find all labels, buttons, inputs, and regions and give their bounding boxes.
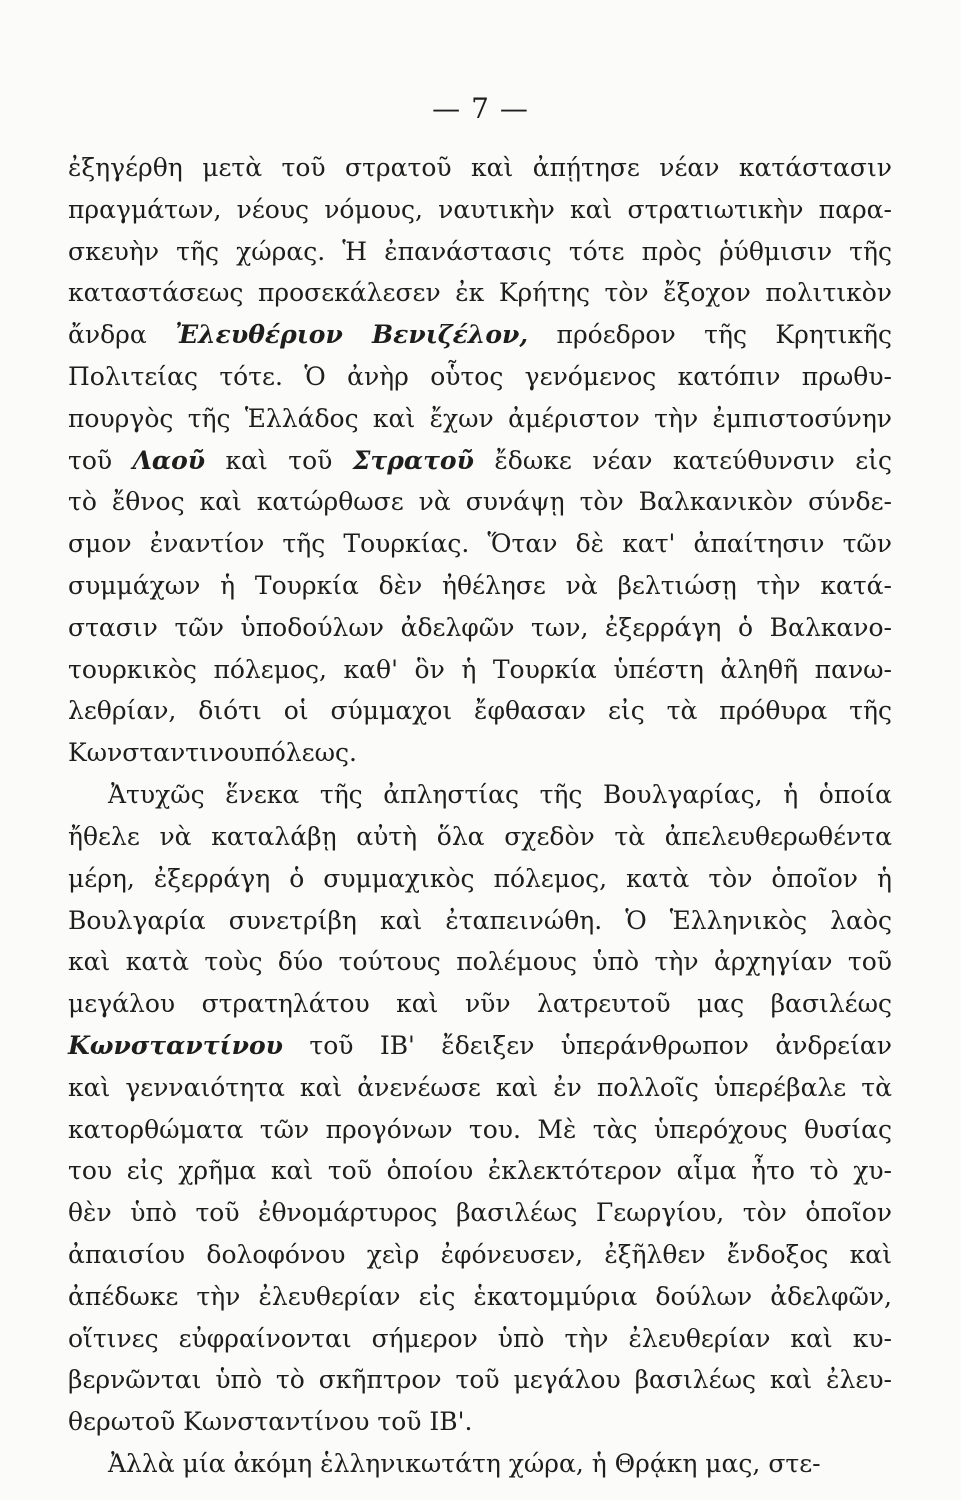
page-number	[0, 92, 961, 125]
text-line: Βουλγαρία συνετρίβη καὶ ἐταπεινώθη. Ὁ Ἑλληνικὸς λαὸς	[68, 906, 892, 935]
emphasis-laou: Λαοῦ	[132, 446, 206, 475]
text-line: βερνῶνται ὑπὸ τὸ σκῆπτρον τοῦ μεγάλου βασιλέως καὶ ἐλευ-	[68, 1365, 892, 1394]
text-line: ἐξηγέρθη μετὰ τοῦ στρατοῦ καὶ ἀπῄτησε νέαν κατάστασιν	[68, 153, 892, 182]
text-line: στασιν τῶν ὑποδούλων ἀδελφῶν των, ἐξερράγη ὁ Βαλκανο-	[68, 613, 892, 642]
text-line-suffix: πρόεδρον τῆς Κρητικῆς	[528, 320, 892, 349]
text-line: τοῦ Λαοῦ καὶ τοῦ Στρατοῦ ἔδωκε νέαν κατεύθυνσιν εἰς	[68, 446, 892, 475]
text-line: καταστάσεως προσεκάλεσεν ἐκ Κρήτης τὸν ἔξοχον πολιτικὸν	[68, 278, 892, 307]
text-line: τουρκικὸς πόλεμος, καθ' ὃν ἡ Τουρκία ὑπέστη ἀληθῆ πανω-	[68, 655, 892, 684]
text-line: συμμάχων ἡ Τουρκία δὲν ἠθέλησε νὰ βελτιώσῃ τὴν κατά-	[68, 571, 892, 600]
text-line: κατορθώματα τῶν προγόνων του. Μὲ τὰς ὑπερόχους θυσίας	[68, 1115, 892, 1144]
page-number-value: 7	[471, 92, 490, 125]
page-number-dash-left: —	[432, 92, 462, 125]
text-line: σμον ἐναντίον τῆς Τουρκίας. Ὅταν δὲ κατ' ἀπαίτησιν τῶν	[68, 529, 892, 558]
emphasis-venizelos: Ἐλευθέριον Βενιζέλον,	[175, 320, 529, 349]
text-line: ἀπέδωκε τὴν ἐλευθερίαν εἰς ἑκατομμύρια δούλων ἀδελφῶν,	[68, 1282, 892, 1311]
emphasis-konstantinou: Κωνσταντίνου	[68, 1031, 284, 1060]
text-line: μεγάλου στρατηλάτου καὶ νῦν λατρευτοῦ μας βασιλέως	[68, 989, 892, 1018]
text-line: Ἀλλὰ μία ἀκόμη ἑλληνικωτάτη χώρα, ἡ Θρᾴκη μας, στε-	[108, 1449, 821, 1478]
text-line: πραγμάτων, νέους νόμους, ναυτικὴν καὶ στρατιωτικὴν παρα-	[68, 195, 892, 224]
text-line: σκευὴν τῆς χώρας. Ἡ ἐπανάστασις τότε πρὸς ῥύθμισιν τῆς	[68, 237, 892, 266]
text-line: του εἰς χρῆμα καὶ τοῦ ὁποίου ἐκλεκτότερον αἷμα ἦτο τὸ χυ-	[68, 1156, 892, 1185]
text-line: λεθρίαν, διότι οἱ σύμμαχοι ἔφθασαν εἰς τὰ πρόθυρα τῆς	[68, 696, 892, 725]
text-line: θερωτοῦ Κωνσταντίνου τοῦ ΙΒ'.	[68, 1407, 473, 1436]
emphasis-stratou: Στρατοῦ	[352, 446, 474, 475]
text-line: καὶ κατὰ τοὺς δύο τούτους πολέμους ὑπὸ τὴν ἀρχηγίαν τοῦ	[68, 947, 892, 976]
page-number-dash-right: —	[499, 92, 529, 125]
text-line: τὸ ἔθνος καὶ κατώρθωσε νὰ συνάψῃ τὸν Βαλκανικὸν σύνδε-	[68, 487, 892, 516]
text-line: θὲν ὑπὸ τοῦ ἐθνομάρτυρος βασιλέως Γεωργίου, τὸν ὁποῖον	[68, 1198, 892, 1227]
text-line: ἤθελε νὰ καταλάβῃ αὐτὴ ὅλα σχεδὸν τὰ ἀπελευθερωθέντα	[68, 822, 892, 851]
text-line: Κωνσταντινουπόλεως.	[68, 738, 357, 767]
text-line: Πολιτείας τότε. Ὁ ἀνὴρ οὗτος γενόμενος κατόπιν πρωθυ-	[68, 362, 892, 391]
text-line-prefix: ἄνδρα	[68, 320, 176, 349]
text-line: Ἀτυχῶς ἕνεκα τῆς ἀπληστίας τῆς Βουλγαρίας, ἡ ὁποία	[108, 780, 892, 809]
text-line	[68, 319, 892, 351]
text-line: Κωνσταντίνου τοῦ ΙΒ' ἔδειξεν ὑπεράνθρωπον ἀνδρείαν	[68, 1031, 892, 1060]
text-line: πουργὸς τῆς Ἑλλάδος καὶ ἔχων ἀμέριστον τὴν ἐμπιστοσύνην	[68, 404, 892, 433]
text-line: οἵτινες εὐφραίνονται σήμερον ὑπὸ τὴν ἐλευθερίαν καὶ κυ-	[68, 1324, 892, 1353]
text-line: ἀπαισίου δολοφόνου χεὶρ ἐφόνευσεν, ἐξῆλθεν ἔνδοξος καὶ	[68, 1240, 892, 1269]
text-line: καὶ γενναιότητα καὶ ἀνενέωσε καὶ ἐν πολλοῖς ὑπερέβαλε τὰ	[68, 1073, 892, 1102]
text-line: μέρη, ἐξερράγη ὁ συμμαχικὸς πόλεμος, κατὰ τὸν ὁποῖον ἡ	[68, 864, 892, 893]
